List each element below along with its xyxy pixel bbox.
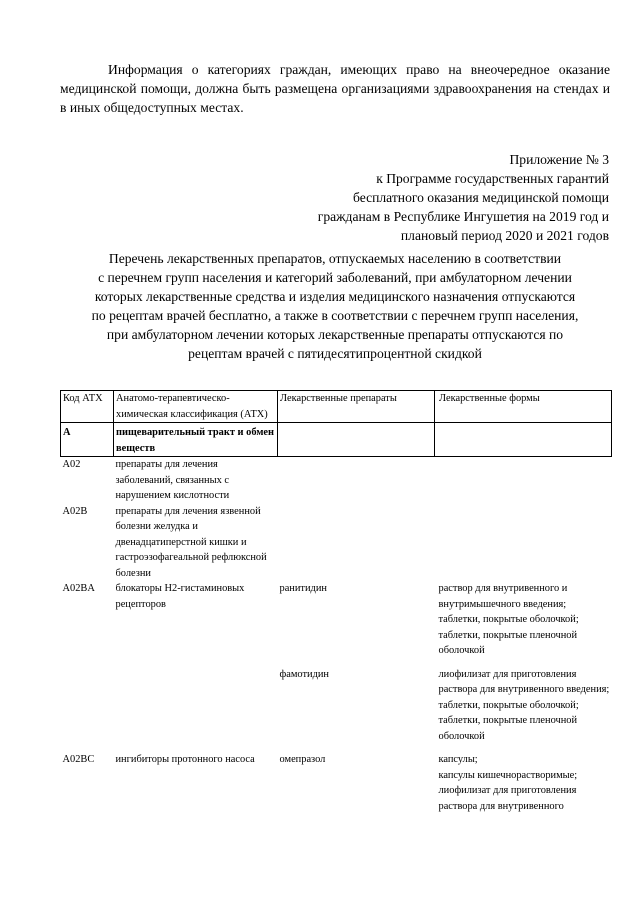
form-entry: лиофилизат для приготовления раствора для внутривенного	[438, 785, 577, 812]
cell-classification: препараты для лечения заболеваний, связанных с нарушением кислотности	[115, 459, 230, 501]
cell-drug: ранитидин	[279, 583, 327, 594]
cell-drug	[278, 504, 435, 582]
cell-classification	[114, 659, 278, 745]
table-row	[61, 504, 612, 582]
form-entry: капсулы;	[438, 754, 478, 765]
cell-classification: пищеварительный тракт и обмен веществ	[114, 423, 278, 457]
appendix-line: бесплатного оказания медицинской помощи	[352, 190, 609, 205]
form-entry: лиофилизат для приготовления раствора для внутривенного введения;	[438, 668, 610, 695]
cell-code: A02	[62, 459, 81, 470]
appendix-heading	[189, 150, 609, 245]
table-row	[61, 659, 612, 745]
appendix-line: гражданам в Республике Ингушетия на 2019 год и	[317, 209, 609, 224]
cell-forms	[435, 423, 612, 457]
cell-classification: ингибиторы протонного насоса	[115, 754, 255, 765]
cell-forms	[435, 581, 612, 659]
table-row	[61, 581, 612, 659]
appendix-line: плановый период 2020 и 2021 годов	[400, 228, 609, 243]
cell-code	[61, 659, 114, 745]
list-title-line: по рецептам врачей бесплатно, а также в соответствии с перечнем групп населения,	[91, 308, 579, 323]
table-header-row	[61, 391, 612, 423]
cell-forms	[435, 744, 612, 814]
list-title-line: которых лекарственные средства и изделия медицинского назначения отпускаются	[94, 289, 576, 304]
cell-forms	[435, 659, 612, 745]
appendix-line: Приложение № 3	[509, 152, 609, 167]
cell-drug: фамотидин	[279, 668, 329, 680]
cell-classification: препараты для лечения язвенной болезни желудка и двенадцатиперстной кишки и гастроэзофагеальной рефлюксной болезни	[115, 505, 267, 579]
list-title-line: при амбулаторном лечении которых лекарственные препараты отпускаются по	[106, 327, 564, 342]
drug-table	[60, 390, 612, 814]
list-title-line: Перечень лекарственных препаратов, отпускаемых населению в соответствии	[108, 251, 562, 266]
cell-drug	[278, 423, 435, 457]
header-drugs: Лекарственные препараты	[278, 391, 435, 423]
form-entry: таблетки, покрытые пленочной оболочкой	[438, 629, 578, 656]
cell-code: A02BA	[62, 583, 95, 594]
cell-code: A	[61, 423, 114, 457]
list-title-line: с перечнем групп населения и категорий заболеваний, при амбулаторном лечении	[98, 270, 572, 285]
form-entry: таблетки, покрытые оболочкой;	[438, 699, 579, 711]
cell-code: A02B	[62, 505, 88, 517]
list-title	[60, 249, 610, 363]
cell-forms	[435, 504, 612, 582]
form-entry: капсулы кишечнорастворимые;	[438, 769, 578, 781]
form-entry: таблетки, покрытые оболочкой;	[438, 614, 579, 625]
header-classification: Анатомо-терапевтическо-химическая классификация (АТХ)	[114, 391, 278, 423]
cell-drug: омепразол	[279, 754, 326, 765]
intro-paragraph: Информация о категориях граждан, имеющих право на внеочередное оказание медицинской помощи, должна быть размещена организациями здравоохранения на стендах и в иных общедоступных местах.	[60, 62, 610, 115]
cell-forms	[435, 457, 612, 504]
header-code: Код АТХ	[61, 391, 114, 423]
cell-code: A02BC	[62, 754, 95, 765]
appendix-line: к Программе государственных гарантий	[376, 171, 609, 186]
cell-classification: блокаторы H2-гистаминовых рецепторов	[115, 583, 245, 610]
header-forms: Лекарственные формы	[435, 391, 612, 423]
table-row	[61, 423, 612, 457]
form-entry: раствор для внутривенного и внутримышечного введения;	[438, 583, 568, 610]
cell-drug	[278, 457, 435, 504]
table-row	[61, 744, 612, 814]
list-title-line: рецептам врачей с пятидесятипроцентной скидкой	[188, 346, 482, 361]
table-row	[61, 457, 612, 504]
form-entry: таблетки, покрытые пленочной оболочкой	[438, 715, 578, 742]
